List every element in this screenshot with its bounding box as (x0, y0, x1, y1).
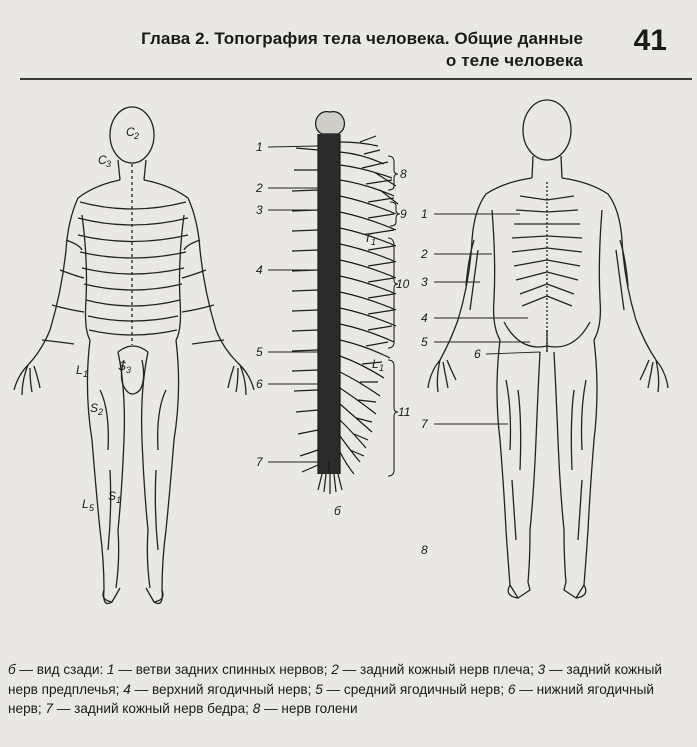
label-l5: L (82, 497, 89, 511)
anatomy-figure (0, 90, 697, 650)
spine-brackets (388, 156, 400, 476)
spine-label-10: 10 (396, 277, 410, 291)
caption-text-7: — задний кожный нерв бедра; (52, 701, 253, 716)
label-c2: C (126, 125, 135, 139)
back-label-3: 3 (421, 275, 428, 289)
label-c3-sub: 3 (106, 159, 112, 169)
spine-label-3: 3 (256, 203, 263, 217)
anatomy-illustration (0, 90, 697, 650)
caption-text-8: — нерв голени (260, 701, 358, 716)
spine-leader-lines (268, 146, 318, 462)
label-c2-sub: 2 (134, 131, 140, 141)
caption-lead: — вид сзади: (15, 662, 107, 677)
label-l1-sub: 1 (83, 369, 89, 379)
label-s2-sub: 2 (98, 407, 104, 417)
caption-text-2: — задний кожный нерв плеча; (338, 662, 538, 677)
back-label-6: 6 (474, 347, 481, 361)
caption-num-4: 4 (123, 681, 131, 697)
back-label-2: 2 (421, 247, 428, 261)
label-l5-sub: 5 (89, 503, 95, 513)
spine-label-11: 11 (398, 405, 411, 419)
label-s3-sub: 3 (126, 365, 132, 375)
spine-label-t1-sub: 1 (371, 237, 377, 247)
back-label-7: 7 (421, 417, 428, 431)
label-s1-sub: 1 (116, 495, 122, 505)
caption-text-5: — средний ягодичный нерв; (322, 681, 508, 697)
header-divider (20, 78, 692, 80)
spine-label-4: 4 (256, 263, 263, 277)
chapter-title-line-1: Глава 2. Топография тела человека. Общие данные (141, 29, 583, 48)
caption-text-3: — задний кожный нерв предплечья; (8, 662, 663, 697)
caption-num-2: 2 (331, 662, 339, 677)
spine-label-8: 8 (400, 167, 407, 181)
front-body-figure (14, 107, 254, 604)
caption-text-4: — верхний ягодичный нерв; (130, 681, 316, 697)
back-label-1: 1 (421, 207, 428, 221)
spine-left-labels (255, 140, 264, 469)
label-s1: S (108, 489, 117, 503)
spine-label-1: 1 (256, 140, 263, 154)
page-number: 41 (633, 24, 667, 57)
label-s3: S (118, 359, 127, 373)
caption-num-6: 6 (507, 681, 516, 697)
spine-label-6: 6 (256, 377, 263, 391)
caption-letter: б (8, 662, 16, 677)
spine-label-5: 5 (256, 345, 263, 359)
caption-num-5: 5 (315, 681, 323, 697)
back-label-5: 5 (421, 335, 428, 349)
caption-num-8: 8 (252, 701, 261, 716)
spine-label-l1-sub: 1 (379, 363, 385, 373)
back-label-8: 8 (421, 543, 428, 557)
label-c3: C (98, 153, 107, 167)
caption-text-6: — нижний ягодичный нерв; (8, 681, 655, 716)
figure-caption (8, 660, 688, 719)
back-leader-lines (434, 214, 540, 424)
spine-label-t1: T (364, 231, 372, 245)
chapter-title-line-2: о теле человека (445, 51, 583, 70)
spine-label-2: 2 (256, 181, 263, 195)
spine-label-9: 9 (400, 207, 407, 221)
caption-num-3: 3 (537, 662, 546, 677)
spinal-cord-figure (292, 112, 398, 494)
page-header (0, 0, 697, 84)
label-s2: S (90, 401, 99, 415)
spine-right-labels (334, 167, 410, 518)
panel-b-label: б (334, 504, 341, 518)
back-label-4: 4 (421, 311, 428, 325)
label-l1: L (76, 363, 83, 377)
caption-text-1: — ветви задних спинных нервов; (114, 662, 332, 677)
spine-label-7: 7 (256, 455, 263, 469)
spine-label-l1: L (372, 357, 379, 371)
back-body-figure (428, 100, 668, 598)
chapter-title (58, 28, 583, 72)
caption-num-1: 1 (107, 662, 115, 677)
caption-num-7: 7 (45, 701, 53, 716)
